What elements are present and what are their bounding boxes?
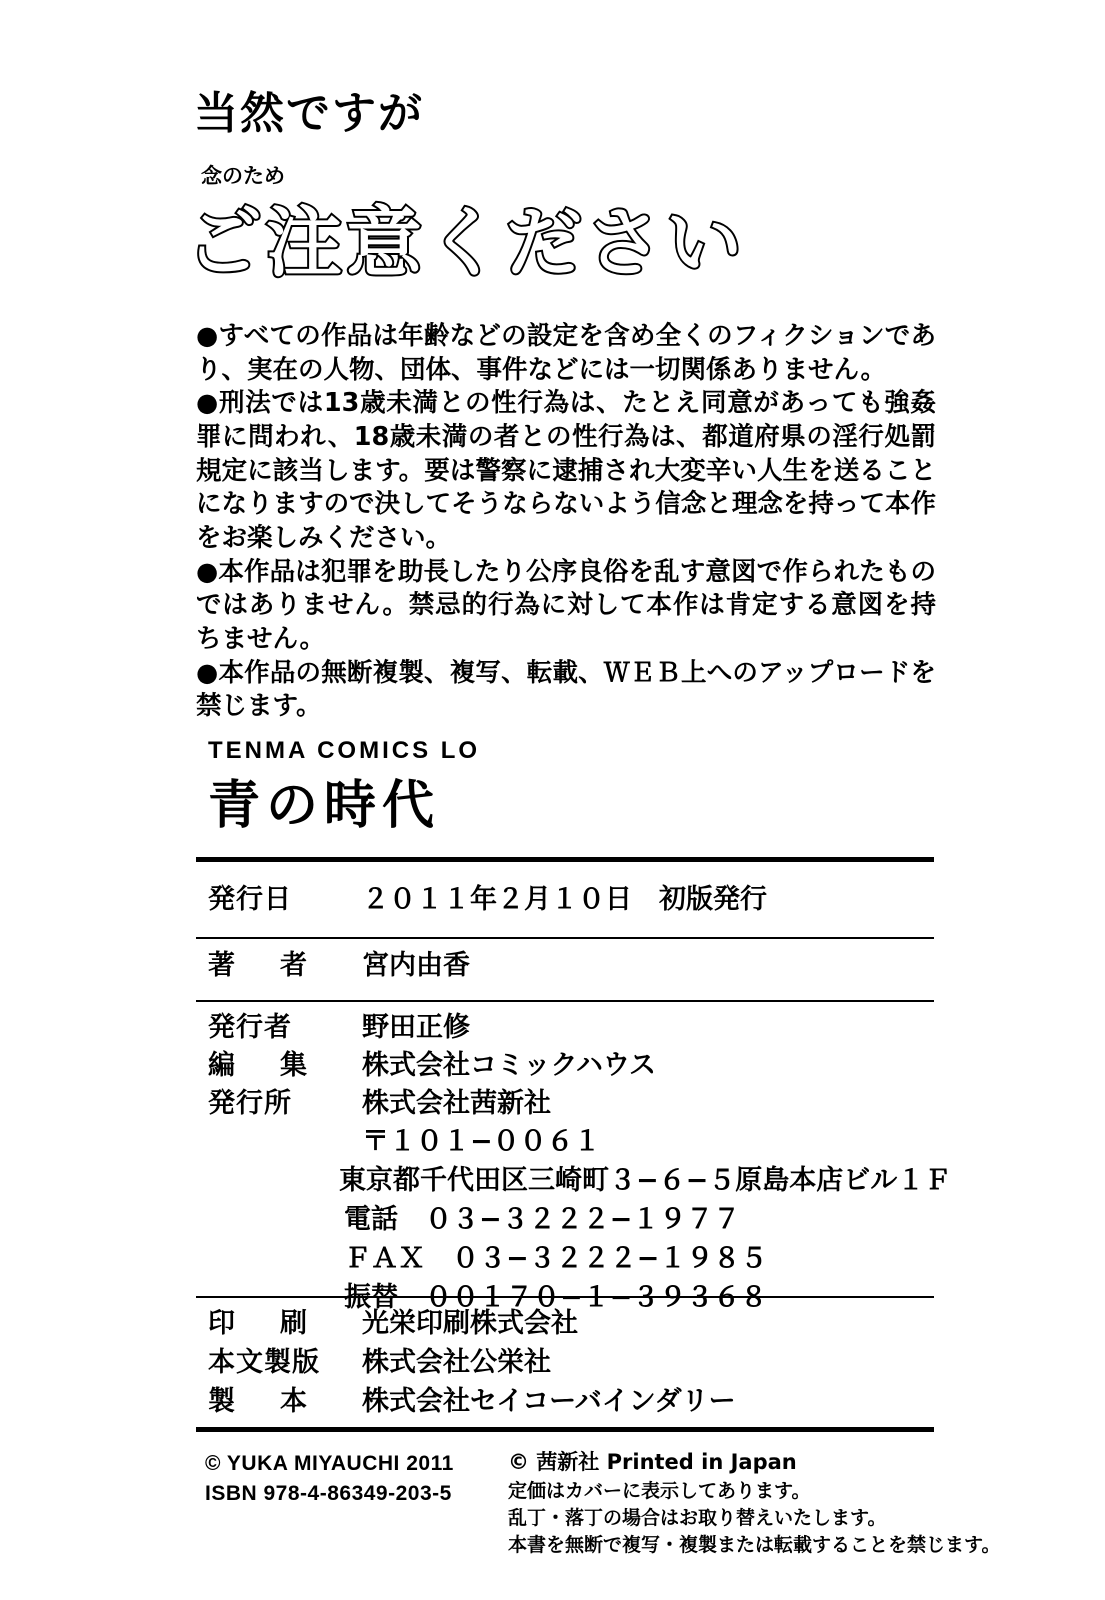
- publisher-line: © 茜新社 Printed in Japan: [508, 1450, 797, 1474]
- notice-paragraph: ●刑法では13歳未満との性行為は、たとえ同意があっても強姦罪に問われ、18歳未満の者との性行為は、都道府県の淫行処罰規定に該当します。要は警察に逮捕され大変辛い人生を送ることになりますので決してそうならないよう信念と理念を持って本作をお楽しみください。: [196, 388, 936, 553]
- divider-bottom: [196, 1427, 934, 1432]
- footer-right: [508, 1448, 1000, 1559]
- address-line: 振替 ００１７０−１−３９３６８: [344, 1282, 768, 1313]
- notice-paragraph: ●すべての作品は年齢などの設定を含め全くのフィクションであり、実在の人物、団体、事件などには一切関係ありません。: [196, 321, 936, 385]
- colophon-row-value: ２０１１年２月１０日 初版発行: [362, 884, 767, 915]
- colophon-row: [208, 1387, 736, 1417]
- colophon-row: [208, 885, 767, 915]
- footer-note: 本書を無断で複写・複製または転載することを禁じます。: [508, 1533, 1001, 1556]
- notice-body: [196, 320, 936, 724]
- footer-left: [205, 1449, 454, 1510]
- colophon-row-label: 著 者: [208, 950, 316, 981]
- colophon-row: [208, 1051, 656, 1081]
- colophon-row: [208, 1013, 470, 1043]
- colophon-row: [208, 1089, 551, 1119]
- address-line: ＦＡＸ ０３−３２２２−１９８５: [344, 1243, 768, 1274]
- colophon-row-label: 製 本: [208, 1386, 316, 1417]
- colophon-row-value: 株式会社茜新社: [362, 1088, 551, 1119]
- colophon-row-label: 発行日: [208, 884, 292, 915]
- notice-heading: 当然ですが: [194, 88, 424, 139]
- colophon-row-label: 発行者: [208, 1012, 292, 1043]
- colophon-row-value: 株式会社公栄社: [362, 1347, 551, 1378]
- address-line: 電話 ０３−３２２２−１９７７: [344, 1204, 741, 1235]
- colophon-row: [208, 951, 470, 981]
- address-line: 〒１０１−００６１: [362, 1126, 601, 1157]
- divider-1: [196, 937, 934, 939]
- isbn-line: ISBN 978-4-86349-203-5: [205, 1482, 452, 1506]
- colophon-row-value: 宮内由香: [362, 950, 470, 981]
- colophon-row: [208, 1348, 551, 1378]
- notice-paragraph: ●本作品の無断複製、複写、転載、ＷＥＢ上へのアップロードを禁じます。: [196, 657, 936, 722]
- colophon-row-value: 光栄印刷株式会社: [362, 1308, 578, 1339]
- colophon-row: [208, 1309, 578, 1339]
- colophon-row-value: 野田正修: [362, 1012, 470, 1043]
- colophon-row-label: 本文製版: [208, 1347, 320, 1378]
- colophon-row-value: 株式会社コミックハウス: [362, 1050, 657, 1081]
- address-line: 東京都千代田区三崎町３−６−５原島本店ビル１Ｆ: [339, 1165, 952, 1196]
- footer-note: 定価はカバーに表示してあります。: [508, 1479, 811, 1502]
- colophon-row-label: 印 刷: [208, 1308, 316, 1339]
- divider-2: [196, 1000, 934, 1002]
- divider-top: [196, 857, 934, 862]
- colophon-row-value: 株式会社セイコーバインダリー: [362, 1386, 736, 1417]
- colophon-row-label: 編 集: [208, 1050, 316, 1081]
- imprint-label: TENMA COMICS LO: [208, 737, 481, 764]
- notice-subheading: 念のため: [201, 164, 285, 188]
- notice-paragraph: ●本作品は犯罪を助長したり公序良俗を乱す意図で作られたものではありません。禁忌的行為に対して本作は肯定する意図を持ちません。: [196, 556, 936, 654]
- footer-note: 乱丁・落丁の場合はお取り替えいたします。: [508, 1506, 887, 1529]
- copyright-line: © YUKA MIYAUCHI 2011: [205, 1452, 454, 1475]
- notice-title: ご注意ください: [186, 198, 746, 287]
- colophon-row-label: 発行所: [208, 1088, 292, 1119]
- book-title: 青の時代: [208, 775, 441, 836]
